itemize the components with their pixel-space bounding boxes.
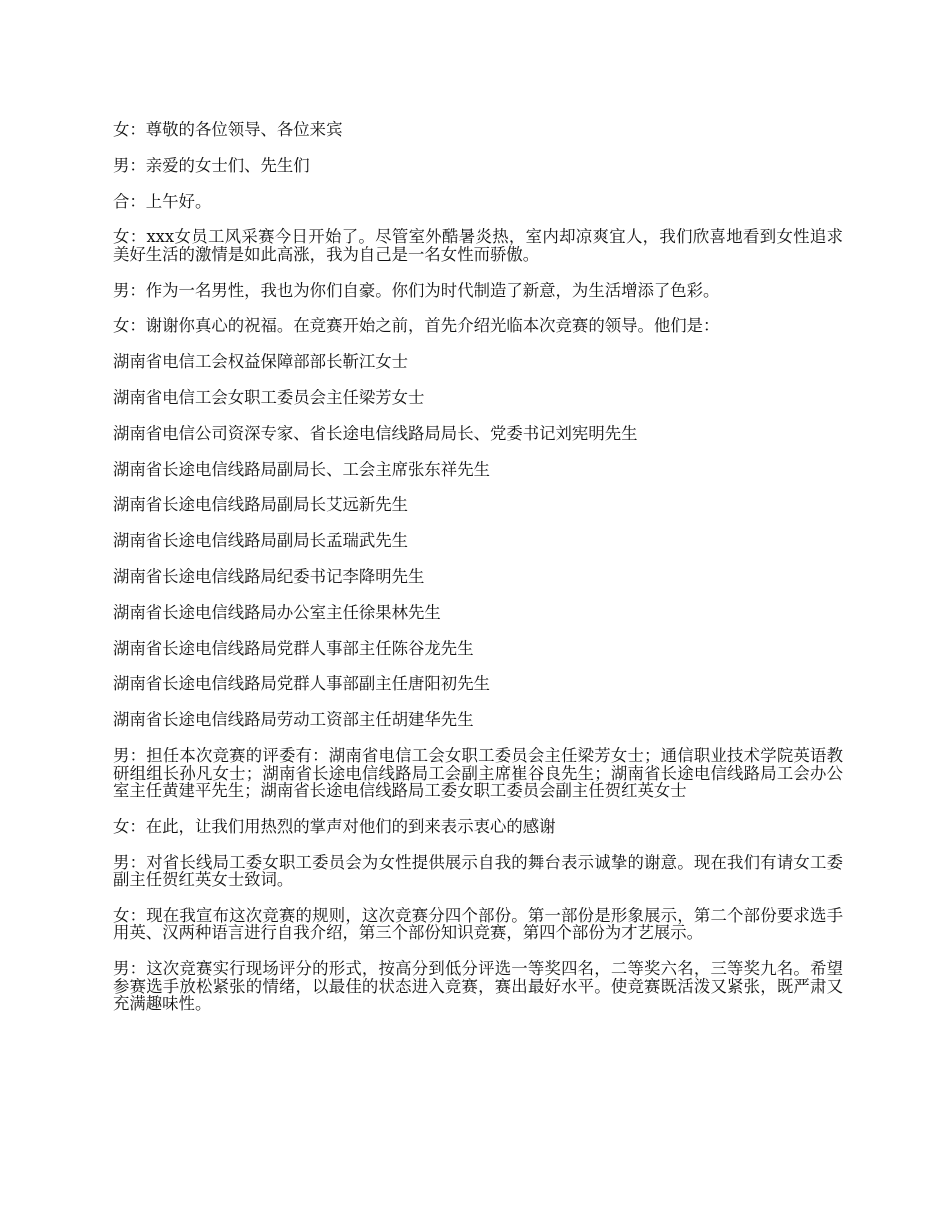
leader-list-item: 湖南省长途电信线路局劳动工资部主任胡建华先生 [113, 710, 474, 730]
leader-list-item: 湖南省长途电信线路局副局长孟瑞武先生 [113, 531, 409, 551]
leader-intro-paragraph: 女：谢谢你真心的祝福。在竞赛开始之前，首先介绍光临本次竞赛的领导。他们是： [113, 316, 720, 336]
leader-list-item: 湖南省电信公司资深专家、省长途电信线路局局长、党委书记刘宪明先生 [113, 423, 638, 443]
leader-list-item: 湖南省长途电信线路局党群人事部副主任唐阳初先生 [113, 674, 490, 694]
judges-paragraph: 男：担任本次竞赛的评委有：湖南省电信工会女职工委员会主任梁芳女士；通信职业技术学院英语教研组组长孙凡女士；湖南省长途电信线路局工会副主席崔谷良先生；湖南省长途电信线路局工会办公室主任黄建平先生；湖南省长途电信线路局工委女职工委员会副主任贺红英女士 [113, 746, 843, 801]
male-response-paragraph: 男：作为一名男性，我也为你们自豪。你们为时代制造了新意，为生活增添了色彩。 [113, 280, 720, 300]
opening-paragraph: 女：xxx女员工风采赛今日开始了。尽管室外酷暑炎热，室内却凉爽宜人，我们欣喜地看到女性追求美好生活的激情是如此高涨，我为自己是一名女性而骄傲。 [113, 227, 843, 264]
greeting-line-male: 男：亲爱的女士们、先生们 [113, 155, 310, 175]
leader-list-item: 湖南省长途电信线路局副局长艾远新先生 [113, 495, 409, 515]
leader-list-item: 湖南省电信工会女职工委员会主任梁芳女士 [113, 388, 425, 408]
scoring-paragraph: 男：这次竞赛实行现场评分的形式，按高分到低分评选一等奖四名，二等奖六名，三等奖九名。希望参赛选手放松紧张的情绪，以最佳的状态进入竞赛，赛出最好水平。使竞赛既活泼又紧张，既严肃又充满趣味性。 [113, 959, 843, 1014]
leader-list-item: 湖南省长途电信线路局纪委书记李降明先生 [113, 567, 425, 587]
leader-list-item: 湖南省长途电信线路局副局长、工会主席张东祥先生 [113, 459, 490, 479]
rules-paragraph: 女：现在我宣布这次竞赛的规则，这次竞赛分四个部份。第一部份是形象展示，第二个部份要求选手用英、汉两种语言进行自我介绍，第三个部份知识竞赛，第四个部份为才艺展示。 [113, 905, 843, 943]
applause-paragraph: 女：在此，让我们用热烈的掌声对他们的到来表示衷心的感谢 [113, 816, 556, 836]
leader-list-item: 湖南省长途电信线路局办公室主任徐果林先生 [113, 602, 441, 622]
greeting-line-female: 女：尊敬的各位领导、各位来宾 [113, 120, 343, 139]
document-body [113, 121, 843, 1031]
leader-list-item: 湖南省长途电信线路局党群人事部主任陈谷龙先生 [113, 638, 474, 658]
thanks-paragraph: 男：对省长线局工委女职工委员会为女性提供展示自我的舞台表示诚挚的谢意。现在我们有请女工委副主任贺红英女士致词。 [113, 852, 843, 890]
greeting-line-together: 合：上午好。 [113, 191, 212, 211]
leader-list-item: 湖南省电信工会权益保障部部长靳江女士 [113, 352, 409, 372]
